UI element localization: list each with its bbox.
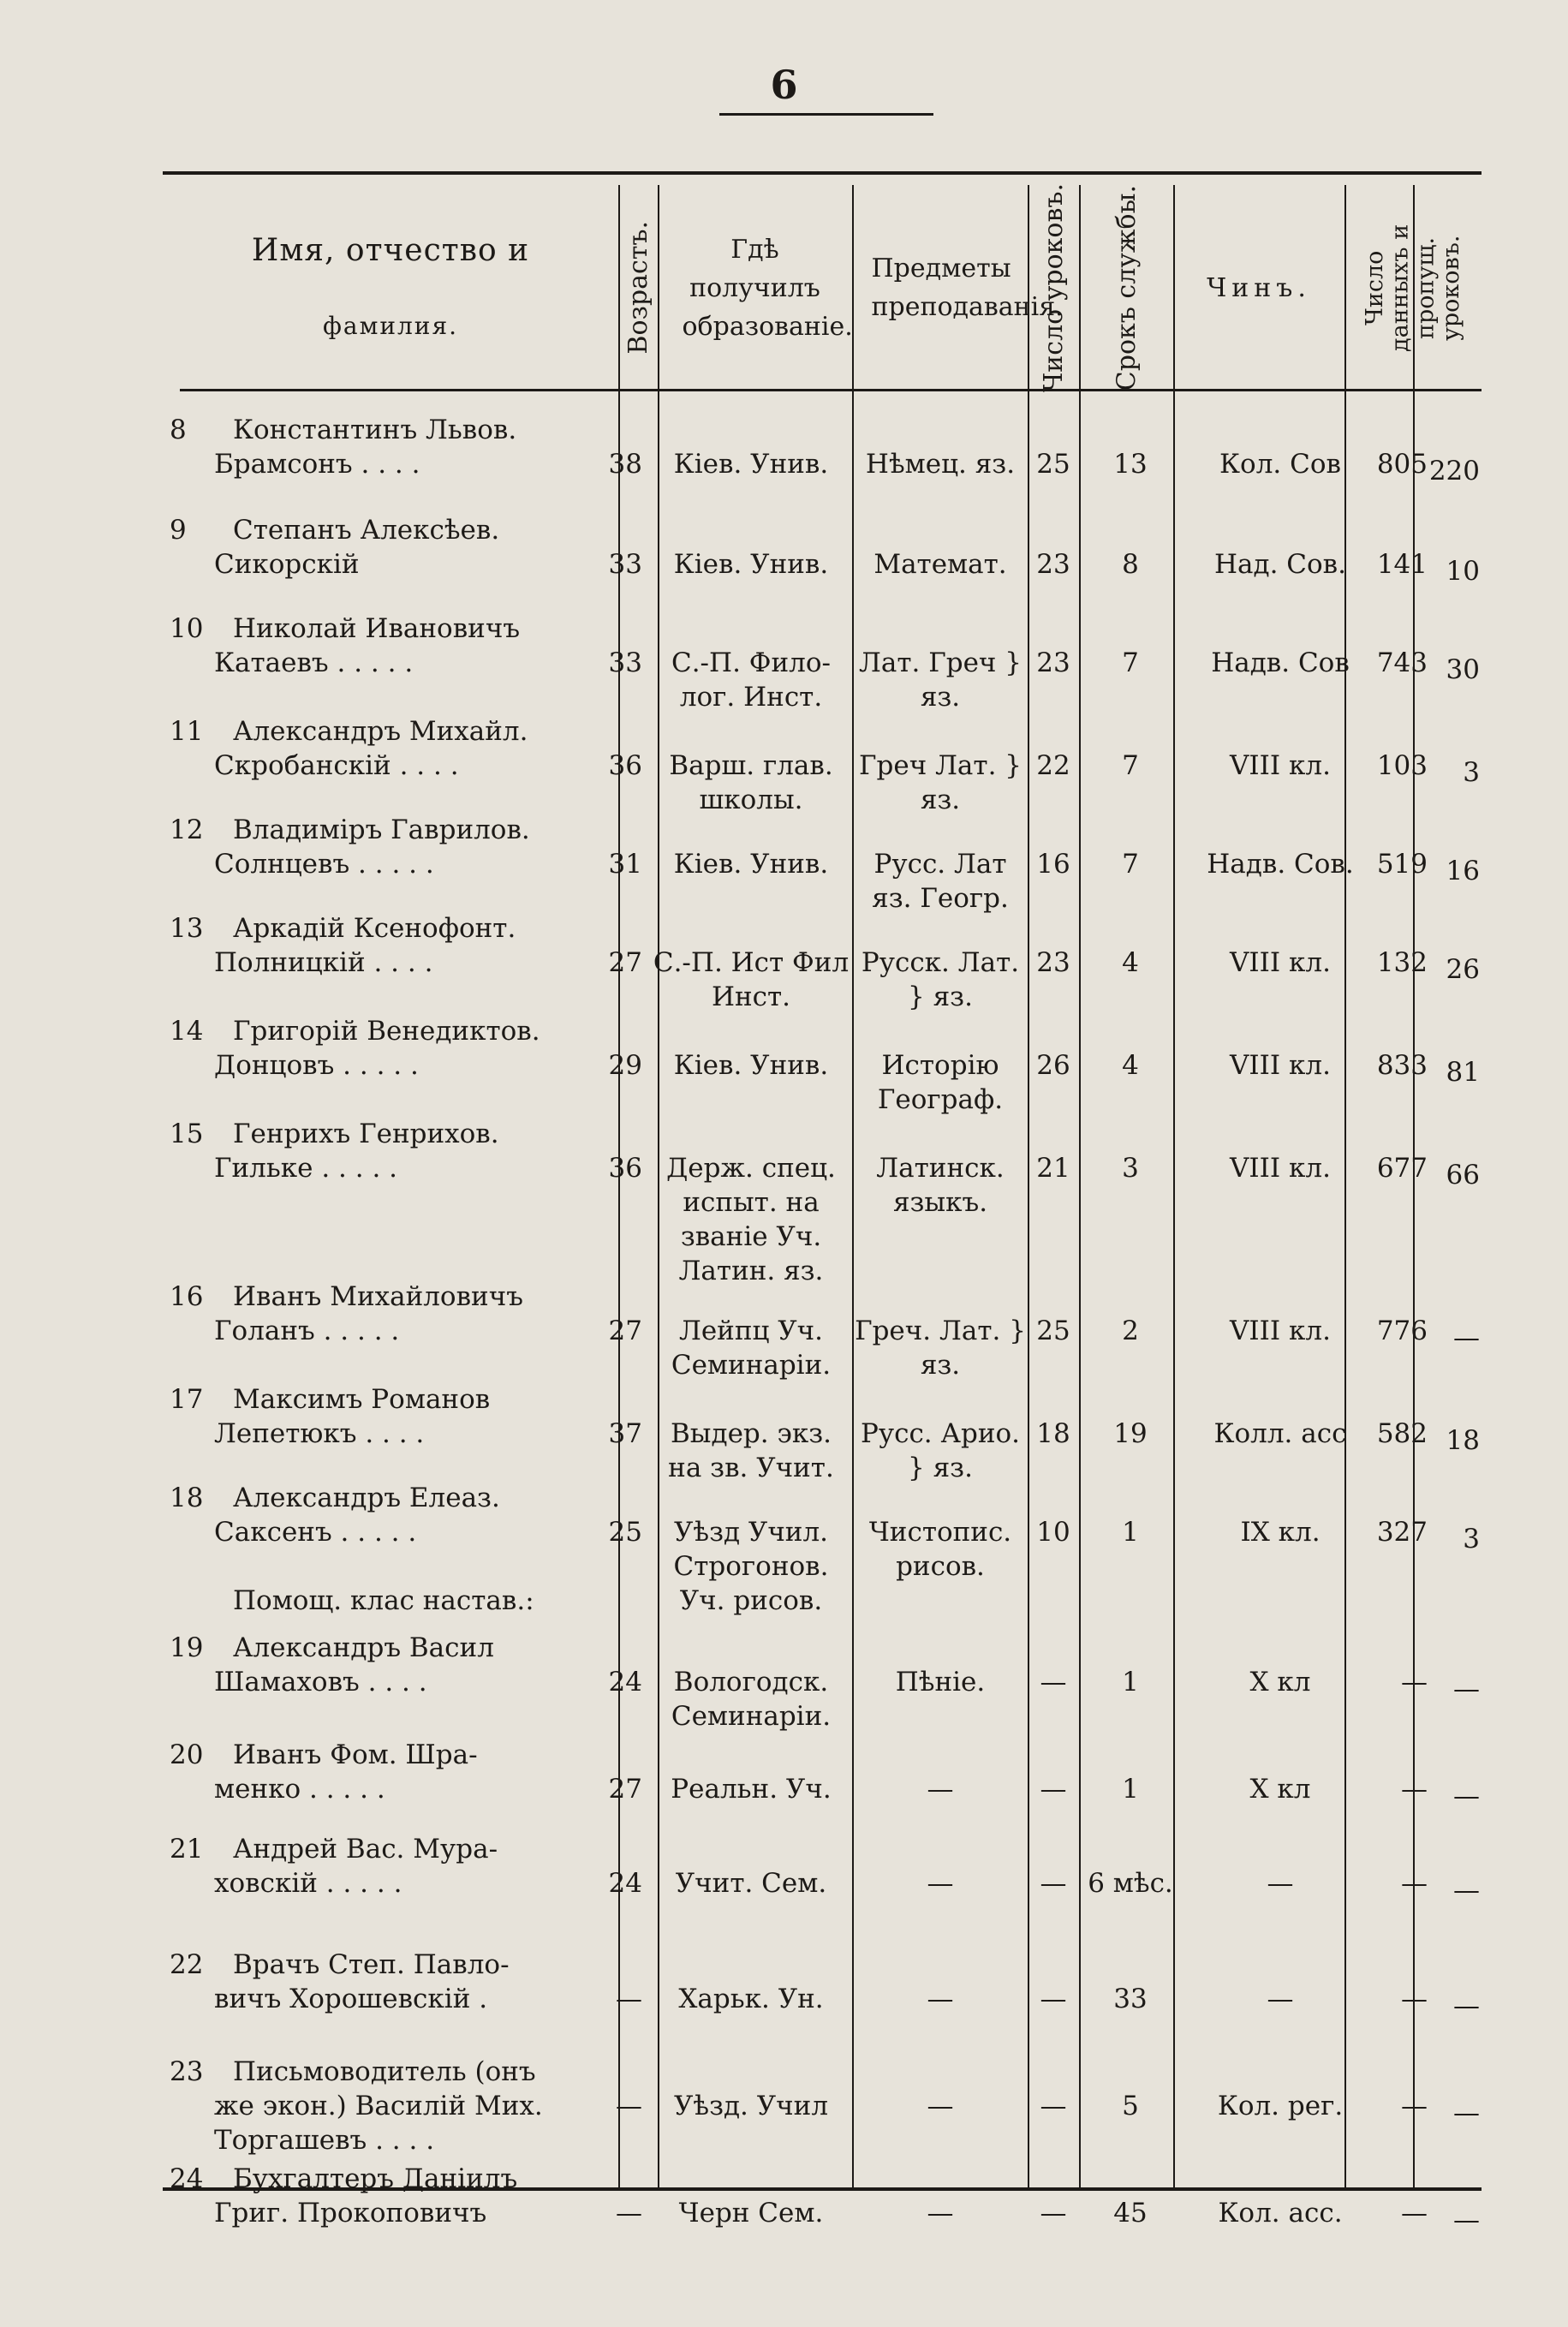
age-cell: — — [616, 1984, 642, 2014]
service-cell: 4 — [1122, 947, 1139, 978]
service-cell: 45 — [1113, 2198, 1148, 2229]
name-line-1: Максимъ Романов — [233, 1384, 491, 1415]
lessons-cell: — — [1040, 1984, 1067, 2014]
rank-cell: Кол. асс. — [1218, 2198, 1343, 2229]
header-rule — [180, 389, 1482, 391]
given-lessons-cell: — — [1401, 1774, 1428, 1805]
header-given-lessons: Число данныхъ и пропущ. уроковъ. — [1361, 224, 1464, 352]
rank-cell: Надв. Сов — [1211, 647, 1350, 678]
subjects-cell: Пѣніе. — [895, 1667, 986, 1698]
subjects-cell: — — [927, 1984, 954, 2014]
row-number: 8 — [170, 415, 187, 445]
subjects-cell: Русс. Лат яз. Геогр. — [872, 849, 1009, 914]
given-lessons-cell: 103 — [1376, 750, 1428, 781]
name-line-1: Владиміръ Гаврилов. — [233, 814, 530, 845]
row-number: 21 — [170, 1834, 204, 1865]
age-cell: 27 — [608, 1316, 642, 1346]
missed-lessons-cell: 30 — [1446, 654, 1480, 685]
given-lessons-cell: 327 — [1376, 1517, 1428, 1548]
name-line-1: Генрихъ Генрихов. — [233, 1119, 499, 1149]
rank-cell: — — [1267, 1984, 1294, 2014]
service-cell: 5 — [1122, 2091, 1139, 2121]
rank-cell: X кл — [1249, 1667, 1311, 1698]
row-number: 19 — [170, 1632, 204, 1663]
age-cell: 38 — [608, 449, 642, 480]
name-line-2: Лепетюкъ . . . . — [214, 1418, 425, 1449]
name-line-1: Иванъ Михайловичъ — [233, 1281, 523, 1312]
name-line-2: ховскій . . . . . — [214, 1868, 402, 1899]
age-cell: — — [616, 2091, 642, 2121]
subjects-cell: Нѣмец. яз. — [865, 449, 1016, 480]
name-line-1: Андрей Вас. Мура- — [233, 1834, 498, 1865]
rank-cell: VIII кл. — [1230, 1050, 1331, 1081]
missed-lessons-cell: — — [1453, 1322, 1480, 1353]
given-lessons-cell: — — [1401, 1868, 1428, 1899]
lessons-cell: 25 — [1036, 449, 1070, 480]
lessons-cell: 23 — [1036, 549, 1070, 580]
given-lessons-cell: 582 — [1376, 1418, 1428, 1449]
name-line-1: Александръ Михайл. — [233, 716, 528, 747]
lessons-cell: 23 — [1036, 947, 1070, 978]
row-number: 9 — [170, 515, 187, 546]
row-number: 18 — [170, 1483, 204, 1513]
subjects-cell: — — [927, 2091, 954, 2121]
row-number: 14 — [170, 1016, 204, 1047]
given-lessons-cell: — — [1401, 1667, 1428, 1698]
missed-lessons-cell: 10 — [1446, 556, 1480, 587]
education-cell: Реальн. Уч. — [671, 1774, 832, 1805]
age-cell: 36 — [608, 750, 642, 781]
row-number: 20 — [170, 1739, 204, 1770]
name-line-2: Гильке . . . . . — [214, 1153, 398, 1184]
missed-lessons-cell: — — [1453, 1875, 1480, 1906]
lessons-cell: 21 — [1036, 1153, 1070, 1184]
rank-cell: VIII кл. — [1230, 1316, 1331, 1346]
education-cell: Вологодск. Семинаріи. — [671, 1667, 832, 1732]
header-subjects: Предметы преподаванія. — [871, 254, 1064, 322]
education-cell: Варш. глав. школы. — [669, 750, 833, 815]
lessons-cell: 18 — [1036, 1418, 1070, 1449]
age-cell: 27 — [608, 1774, 642, 1805]
given-lessons-cell: 141 — [1376, 549, 1428, 580]
missed-lessons-cell: — — [1453, 1674, 1480, 1704]
lessons-cell: 22 — [1036, 750, 1070, 781]
subjects-cell: Чистопис. рисов. — [868, 1517, 1012, 1582]
name-line-1: Помощ. клас настав.: — [233, 1585, 534, 1616]
name-line-2: вичъ Хорошевскій . — [214, 1984, 488, 2014]
row-number: 23 — [170, 2056, 204, 2087]
column-divider — [1079, 185, 1081, 2187]
subjects-cell: — — [927, 1774, 954, 1805]
rank-cell: Колл. асс — [1213, 1418, 1347, 1449]
missed-lessons-cell: — — [1453, 1781, 1480, 1811]
given-lessons-cell: 776 — [1376, 1316, 1428, 1346]
subjects-cell: — — [927, 1868, 954, 1899]
age-cell: 24 — [608, 1868, 642, 1899]
lessons-cell: 26 — [1036, 1050, 1070, 1081]
row-number: 10 — [170, 613, 204, 644]
age-cell: 24 — [608, 1667, 642, 1698]
age-cell: 31 — [608, 849, 642, 880]
given-lessons-cell: 833 — [1376, 1050, 1428, 1081]
row-number: 11 — [170, 716, 204, 747]
service-cell: 3 — [1122, 1153, 1139, 1184]
row-number: 22 — [170, 1949, 204, 1980]
given-lessons-cell: 132 — [1376, 947, 1428, 978]
row-number: 24 — [170, 2163, 204, 2194]
rank-cell: X кл — [1249, 1774, 1311, 1805]
name-line-1: Николай Ивановичъ — [233, 613, 521, 644]
name-line-2: Катаевъ . . . . . — [214, 647, 414, 678]
rank-cell: VIII кл. — [1230, 1153, 1331, 1184]
missed-lessons-cell: 26 — [1446, 954, 1480, 985]
education-cell: Выдер. экз. на зв. Учит. — [668, 1418, 834, 1483]
lessons-cell: — — [1040, 1868, 1067, 1899]
given-lessons-cell: — — [1401, 2198, 1428, 2229]
name-line-1: Бухгалтеръ Даніилъ — [233, 2163, 518, 2194]
header-education: Гдѣ получилъ образованіе. — [682, 234, 853, 342]
age-cell: — — [616, 2198, 642, 2229]
education-cell: С.-П. Ист Фил Инст. — [653, 947, 850, 1012]
missed-lessons-cell: — — [1453, 2205, 1480, 2235]
service-cell: 7 — [1122, 647, 1139, 678]
row-number: 12 — [170, 814, 204, 845]
name-line-2: Саксенъ . . . . . — [214, 1517, 417, 1548]
subjects-cell: Русск. Лат. } яз. — [861, 947, 1020, 1012]
header-name: Имя, отчество и фамилия. — [251, 232, 530, 340]
header-rank: Чинъ. — [1207, 272, 1311, 303]
age-cell: 37 — [608, 1418, 642, 1449]
age-cell: 33 — [608, 647, 642, 678]
name-line-1: Врачъ Степ. Павло- — [233, 1949, 510, 1980]
education-cell: Держ. спец. испыт. на званіе Уч. Латин. яз. — [666, 1153, 836, 1286]
education-cell: Учит. Сем. — [675, 1868, 827, 1899]
service-cell: 7 — [1122, 849, 1139, 880]
service-cell: 7 — [1122, 750, 1139, 781]
education-cell: Уѣзд Учил. Строгонов. Уч. рисов. — [673, 1517, 829, 1616]
page-number-rule — [719, 113, 933, 116]
given-lessons-cell: 519 — [1376, 849, 1428, 880]
subjects-cell: Греч. Лат. } яз. — [855, 1316, 1026, 1381]
subjects-cell: Латинск. языкъ. — [876, 1153, 1005, 1218]
service-cell: 33 — [1113, 1984, 1148, 2014]
header-lessons: Число уроковъ. — [1038, 183, 1069, 392]
service-cell: 13 — [1113, 449, 1148, 480]
education-cell: Харьк. Ун. — [678, 1984, 824, 2014]
name-line-2: Скробанскій . . . . — [214, 750, 459, 781]
given-lessons-cell: 677 — [1376, 1153, 1428, 1184]
service-cell: 19 — [1113, 1418, 1148, 1449]
name-line-1: Письмоводитель (онъ — [233, 2056, 536, 2087]
service-cell: 8 — [1122, 549, 1139, 580]
person-name — [214, 1584, 762, 1618]
given-lessons-cell: 805 — [1376, 449, 1428, 480]
subjects-cell: Исторію Географ. — [877, 1050, 1004, 1115]
rank-cell: VIII кл. — [1230, 947, 1331, 978]
missed-lessons-cell: — — [1453, 1990, 1480, 2021]
lessons-cell: 25 — [1036, 1316, 1070, 1346]
name-line-1: Александръ Елеаз. — [233, 1483, 500, 1513]
rank-cell: VIII кл. — [1230, 750, 1331, 781]
service-cell: 1 — [1122, 1517, 1139, 1548]
name-line-1: Аркадій Ксенофонт. — [233, 913, 516, 944]
age-cell: 29 — [608, 1050, 642, 1081]
lessons-cell: 16 — [1036, 849, 1070, 880]
name-line-2: менко . . . . . — [214, 1774, 385, 1805]
row-number: 15 — [170, 1119, 204, 1149]
name-line-2: Брамсонъ . . . . — [214, 449, 420, 480]
rank-cell: IX кл. — [1240, 1517, 1321, 1548]
education-cell: Кіев. Унив. — [673, 549, 829, 580]
row-number: 13 — [170, 913, 204, 944]
name-line-2: Полницкій . . . . — [214, 947, 433, 978]
age-cell: 33 — [608, 549, 642, 580]
subjects-cell: Математ. — [873, 549, 1007, 580]
row-number: 16 — [170, 1281, 204, 1312]
header-service: Срокъ службы. — [1111, 184, 1142, 391]
lessons-cell: — — [1040, 1774, 1067, 1805]
education-cell: Кіев. Унив. — [673, 1050, 829, 1081]
lessons-cell: 23 — [1036, 647, 1070, 678]
service-cell: 6 мѣс. — [1088, 1868, 1173, 1899]
service-cell: 1 — [1122, 1667, 1139, 1698]
missed-lessons-cell: 81 — [1446, 1057, 1480, 1088]
subjects-cell: Греч Лат. } яз. — [859, 750, 1022, 815]
name-line-1: Григорій Венедиктов. — [233, 1016, 540, 1047]
name-line-2: Сикорскій — [214, 549, 360, 580]
rank-cell: Над. Сов. — [1213, 549, 1346, 580]
missed-lessons-cell: — — [1453, 2097, 1480, 2128]
column-divider — [852, 185, 854, 2187]
missed-lessons-cell: 18 — [1446, 1425, 1480, 1456]
name-line-2: же экон.) Василій Мих. Торгашевъ . . . . — [214, 2091, 543, 2156]
education-cell: С.-П. Фило- лог. Инст. — [671, 647, 831, 713]
missed-lessons-cell: 3 — [1463, 757, 1480, 788]
name-line-1: Александръ Васил — [233, 1632, 494, 1663]
name-line-2: Голанъ . . . . . — [214, 1316, 400, 1346]
name-line-1: Степанъ Алексѣев. — [233, 515, 500, 546]
lessons-cell: — — [1040, 2198, 1067, 2229]
staff-table — [163, 171, 1482, 2235]
given-lessons-cell: — — [1401, 2091, 1428, 2121]
row-number: 17 — [170, 1384, 204, 1415]
name-line-1: Константинъ Львов. — [233, 415, 517, 445]
age-cell: 25 — [608, 1517, 642, 1548]
missed-lessons-cell: 220 — [1428, 456, 1480, 486]
lessons-cell: — — [1040, 1667, 1067, 1698]
given-lessons-cell: 743 — [1376, 647, 1428, 678]
education-cell: Лейпц Уч. Семинаріи. — [671, 1316, 832, 1381]
education-cell: Кіев. Унив. — [673, 449, 829, 480]
service-cell: 4 — [1122, 1050, 1139, 1081]
rank-cell: Кол. рег. — [1217, 2091, 1344, 2121]
education-cell: Черн Сем. — [678, 2198, 824, 2229]
rank-cell: — — [1267, 1868, 1294, 1899]
subjects-cell: — — [927, 2198, 954, 2229]
name-line-2: Донцовъ . . . . . — [214, 1050, 419, 1081]
missed-lessons-cell: 16 — [1446, 856, 1480, 886]
education-cell: Уѣзд. Учил — [673, 2091, 829, 2121]
service-cell: 2 — [1122, 1316, 1139, 1346]
missed-lessons-cell: 3 — [1463, 1524, 1480, 1554]
name-line-2: Григ. Прокоповичъ — [214, 2198, 487, 2229]
age-cell: 36 — [608, 1153, 642, 1184]
rank-cell: Кол. Сов — [1219, 449, 1341, 480]
subjects-cell: Русс. Арио. } яз. — [860, 1418, 1021, 1483]
header-age: Возрастъ. — [623, 221, 653, 355]
name-line-2: Солнцевъ . . . . . — [214, 849, 434, 880]
subjects-cell: Лат. Греч } яз. — [859, 647, 1022, 713]
name-line-2: Шамаховъ . . . . — [214, 1667, 427, 1698]
missed-lessons-cell: 66 — [1446, 1160, 1480, 1190]
service-cell: 1 — [1122, 1774, 1139, 1805]
page-number: 6 — [770, 62, 798, 108]
name-line-1: Иванъ Фом. Шра- — [233, 1739, 478, 1770]
lessons-cell: 10 — [1036, 1517, 1070, 1548]
given-lessons-cell: — — [1401, 1984, 1428, 2014]
lessons-cell: — — [1040, 2091, 1067, 2121]
age-cell: 27 — [608, 947, 642, 978]
education-cell: Кіев. Унив. — [673, 849, 829, 880]
rank-cell: Надв. Сов. — [1207, 849, 1354, 880]
